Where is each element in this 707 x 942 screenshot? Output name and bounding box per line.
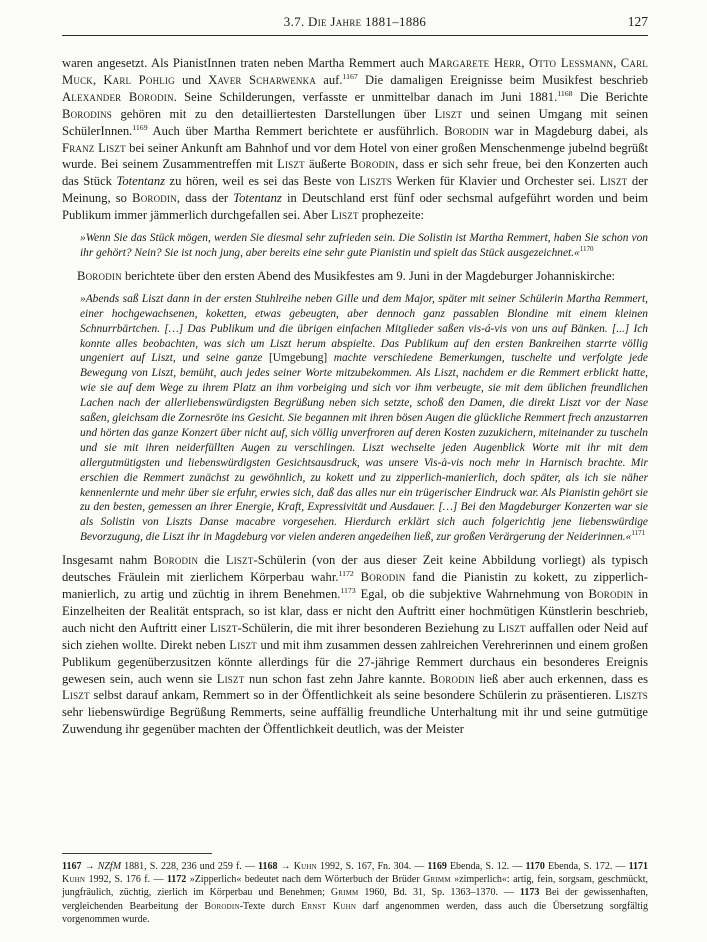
styled-text: Liszt (498, 620, 526, 635)
body-paragraph-1: waren angesetzt. Als PianistInnen traten neben Martha Remmert auch Margarete Herr, Otto Lessmann, Carl Muck, Karl Pohlig und Xaver Scharwenka auf.$^{1167}$ Die damaligen Ereignisse beim Musikfest beschrieb Alexander Borodin. Seine Schilderungen, verfasste er unmittelbar danach im Juni 1881.$^{1168}$ Die Berichte Borodins gehören mit zu den detailliertesten Darstellungen über Liszt und seinen Umgang mit seinen SchülerInnen.$^{1169}$ Auch über Martha Remmert berichtete er ausführlich. Borodin war in Magdeburg dabei, als Franz Liszt bei seiner Ankunft am Bahnhof und vor dem Hotel von einer großen Menschenmenge jubelnd begrüßt wurde. Bei seinem Zusammentreffen mit Liszt äußerte Borodin, dass er sich sehr freue, bei den Konzerten auch das Stück Totentanz zu hören, weil es sei das Beste von Liszts Werken für Klavier und Orchester sei. Liszt der Meinung, so Borodin, dass der Totentanz in Deutschland erst fünf oder sechsmal aufgeführt worden und beim Publikum immer jämmerlich durchgefallen sei. Aber Liszt prophezeite: (62, 56, 649, 223)
styled-text: Borodin (350, 157, 396, 172)
styled-text: NZfM (97, 860, 122, 872)
block-quote-1: »Wenn Sie das Stück mögen, werden Sie diesmal sehr zufrieden sein. Die Solistin ist Martha Remmert, haben Sie schon von ihr gehört? Nein? Sie ist noch jung, aber bereits eine sehr gute Pianistin und spielt das Stück ausgezeichnet.«$^{1170}$ (80, 232, 648, 259)
styled-text: 1167 (62, 860, 82, 872)
styled-text: Carl Muck (62, 56, 648, 87)
styled-text: Borodin (204, 900, 240, 912)
styled-text: Xaver Scharwenka (208, 72, 317, 87)
styled-text: Grimm (330, 887, 359, 899)
footnote-reference: 1173 (340, 585, 356, 595)
section-title: 3.7. Die Jahre 1881–1886 (283, 14, 427, 29)
footnotes-text: 1167 → NZfM 1881, S. 228, 236 und 259 f. — 1168 → Kuhn 1992, S. 167, Fn. 304. — 1169 Ebenda, S. 12. — 1170 Ebenda, S. 172. — 1171 Kuhn 1992, S. 176 f. — 1172 »Zipperlich« bedeutet nach dem Wörterbuch der Brüder Grimm »zimperlich«: artig, fein, sorgsam, geschmückt, jungfräulich, züchtig, zierlich im Körperbau und Benehmen; Grimm 1960, Bd. 31, Sp. 1363–1370. — 1173 Bei der gewissenhaften, vergleichenden Bearbeitung der Borodin-Texte durch Ernst Kuhn darf angenommen werden, dass auch die Übersetzung sorgfältig vorgenommen wurde. (62, 860, 649, 925)
styled-text: 1173 (519, 887, 540, 899)
footnote-reference: 1168 (557, 88, 573, 98)
styled-text: Liszts (359, 174, 393, 189)
footnotes-section (62, 853, 648, 926)
styled-text: Borodins (62, 106, 113, 121)
styled-text: 1168 (258, 860, 278, 872)
footnote-reference: 1171 (631, 529, 646, 538)
running-head (62, 14, 648, 36)
styled-text: Franz Liszt (62, 140, 126, 155)
styled-text: Liszt (225, 553, 254, 568)
styled-text: Ernst Kuhn (301, 900, 357, 912)
styled-text: Liszt (599, 174, 628, 189)
block-quote-2: »Abends saß Liszt dann in der ersten Stuhlreihe neben Gille und dem Major, später mit seiner Schülerin Martha Remmert, einer hochgewachsenen, koketten, etwas gebeugten, aber dennoch ganz passablen Blondine mit einem kleinen Schnurrbärtchen. […] Das Publikum und die übrigen einfachen Mitglieder saßen vis-á-vis von uns auf Bänken. [...] Ich konnte alles beobachten, was sich um Liszt herum abspielte. Das Publikum auf den ersten Bankreihen starrte völlig ungeniert auf Liszt, und seine ganze [Umgebung] machte verschiedene Bemerkungen, tuschelte und verfolgte jede Bewegung von Liszt, bemüht, auch jedes seiner Worte mitzubekommen. Als Liszt, nachdem er die Remmert erblickt hatte, wie sie auf dem Wege zu ihrem Platz an ihm vorbeiging und sich vor ihm verbeugte, sie mit dem üblichen freundlichen Lachen nach der allerliebenswürdigsten Begrüßung neben sich setzte, schoß den Damen, die direkt Liszt vor der Nase saßen, gleichsam die Zornesröte ins Gesicht. Sie begannen mit ihren bösen Augen die glückliche Remmert frech anzustarren und hörten das ganze Konzert über nicht auf, sich völlig unverfroren auf deren Kosten zuzukichern, miteinander zu tuscheln und sie mit ihren neiderfüllten Augen zu verschlingen. Liszt wechselte jeden Augenblick Worte mit ihr mit dem allergutmütigsten und liebenswürdigsten Gesichtsausdruck, was unsere Vis-à-vis noch mehr in Harnisch brachte. Mir erschien die Remmert zunächst zu gewöhnlich, zu kokett und zu zipperlich-manierlich, doch später, als ich sie näher kennenlernte und mehr über sie erfuhr, erwies sich, daß das alles nur ein trügerischer Eindruck war. Als Pianistin gehört sie zu den besten, gemessen an ihrer Energie, Kraft, Expressivität und Ausdauer. […] Bei den Magdeburger Konzerten war sie als Solistin von Liszts Danse macabre vorgesehen. Hierdurch erklärt sich auch folgerichtig jene liebenswürdige Bevorzugung, die Liszt ihr in Magdeburg vor vielen anderen angedeihen ließ, zur großen Verärgerung der Neiderinnen.«$^{1171}$ (80, 292, 648, 544)
styled-text: Totentanz (233, 191, 282, 206)
styled-text: 1171 (628, 860, 649, 872)
footnote-reference: 1172 (338, 568, 354, 578)
styled-text: Borodin (444, 123, 489, 138)
styled-text: Liszts (615, 688, 648, 703)
styled-text: Borodin (77, 268, 122, 283)
styled-text: Karl Pohlig (103, 72, 175, 87)
styled-text: Otto Lessmann (529, 56, 614, 70)
styled-text: Liszt (216, 671, 245, 686)
styled-text: Liszt (62, 688, 90, 703)
page-number: 127 (627, 14, 648, 29)
styled-text: Grimm (423, 874, 451, 886)
styled-text: Borodin (588, 587, 634, 601)
styled-text: 1172 (166, 874, 187, 886)
styled-text: Liszt (209, 620, 238, 635)
styled-text: [Umgebung] (269, 352, 328, 365)
styled-text: Margarete Herr (428, 56, 522, 70)
styled-text: Borodin (132, 191, 177, 206)
styled-text: Borodin (153, 553, 199, 568)
footnote-reference: 1167 (342, 71, 358, 81)
styled-text: Liszt (434, 106, 463, 121)
styled-text: 1170 (525, 860, 545, 872)
styled-text: Kuhn (293, 860, 317, 872)
styled-text: Liszt (277, 157, 305, 172)
styled-text: Liszt (229, 637, 257, 652)
body-paragraph-2: Borodin berichtete über den ersten Abend des Musikfestes am 9. Juni in der Magdeburger Johanniskirche: (77, 268, 616, 283)
styled-text: Borodin (360, 570, 406, 585)
page-body (62, 55, 648, 843)
footnote-reference: 1170 (579, 245, 594, 254)
styled-text: Kuhn (62, 874, 86, 886)
footnote-reference: 1169 (132, 122, 148, 132)
styled-text: Totentanz (116, 174, 166, 189)
styled-text: Borodin (429, 671, 475, 686)
styled-text: 1169 (427, 860, 447, 872)
footnote-separator-rule (62, 853, 212, 854)
styled-text: Liszt (330, 208, 359, 223)
body-paragraph-3: Insgesamt nahm Borodin die Liszt-Schülerin (von der aus dieser Zeit keine Abbildung vorliegt) als typisch deutsches Fräulein mit zierlichem Körperbau wahr.$^{1172}$ Borodin fand die Pianistin zu kokett, zu zipperlich-manierlich, zu artig und züchtig in ihrem Benehmen.$^{1173}$ Egal, ob die subjektive Wahrnehmung von Borodin in Einzelheiten der Realität entsprach, so ist klar, dass er nicht den Auftritt einer hochmütigen Künstlerin beschrieb, auch nicht den Auftritt einer Liszt-Schülerin, die mit ihrer besonderen Beziehung zu Liszt auffallen oder Neid auf sich ziehen wollte. Direkt neben Liszt und mit ihm zusammen dessen zahlreichen Verehrerinnen und einem großen Publikum gegenüberzusitzen könnte allerdings für die 27-jährige Remmert durchaus ein besonderes Ereignis gewesen sein, auch wenn sie Liszt nun schon fast zehn Jahre kannte. Borodin ließ aber auch erkennen, dass es Liszt selbst darauf ankam, Remmert so in der Öffentlichkeit als seine besondere Schülerin zu präsentieren. Liszts sehr liebenswürdige Begrüßung Remmerts, seine auffällig freundliche Unterhaltung mit ihr und seine gutmütige Zuwendung ihr gegenüber machten der Öffentlichkeit deutlich, was der Meister (62, 553, 649, 737)
styled-text: Alexander Borodin (62, 89, 174, 104)
